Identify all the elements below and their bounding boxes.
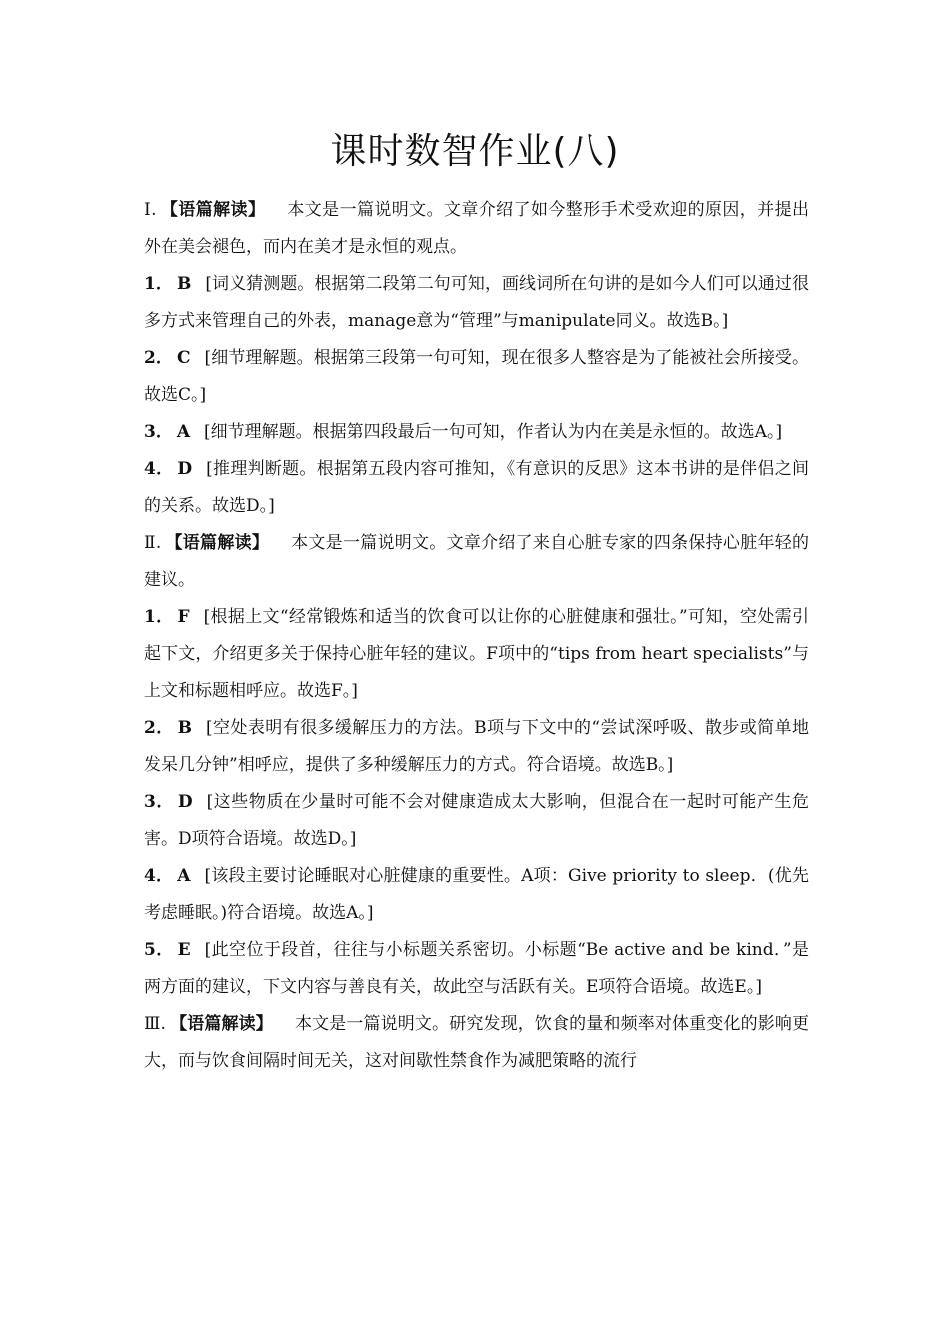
item-explanation: [词义猜测题。根据第二段第二句可知，画线词所在句讲的是如今人们可以通过很多方式来管理自己的外表，manage意为“管理”与manipulate同义。故选B。]	[144, 274, 809, 331]
section-roman-numeral: Ⅱ.	[144, 533, 162, 553]
item-number: 2．	[144, 718, 174, 738]
section-summary-text: 本文是一篇说明文。文章介绍了来自心脏专家的四条保持心脏年轻的建议。	[144, 533, 810, 590]
section-tag: 【语篇解读】	[165, 533, 270, 553]
item-number: 4．	[144, 459, 174, 479]
answer-item	[144, 858, 809, 932]
item-explanation: [细节理解题。根据第三段第一句可知，现在很多人整容是为了能被社会所接受。故选C。]	[144, 348, 809, 405]
section-summary-text: 本文是一篇说明文。研究发现，饮食的量和频率对体重变化的影响更大，而与饮食间隔时间无关，这对间歇性禁食作为减肥策略的流行	[144, 1014, 810, 1071]
item-explanation: [此空位于段首，往往与小标题关系密切。小标题“Be active and be kind．”是两方面的建议，下文内容与善良有关，故此空与活跃有关。E项符合语境。故选E。]	[144, 940, 809, 997]
item-explanation: [细节理解题。根据第四段最后一句可知，作者认为内在美是永恒的。故选A。]	[204, 422, 783, 442]
answer-item	[144, 784, 809, 858]
item-explanation: [空处表明有很多缓解压力的方法。B项与下文中的“尝试深呼吸、散步或简单地发呆几分钟”相呼应，提供了多种缓解压力的方式。符合语境。故选B。]	[144, 718, 809, 775]
page-title: 课时数智作业(八)	[330, 131, 620, 172]
item-explanation: [根据上文“经常锻炼和适当的饮食可以让你的心脏健康和强壮。”可知，空处需引起下文，介绍更多关于保持心脏年轻的建议。F项中的“tips from heart specialists”与上文和标题相呼应。故选F。]	[144, 607, 809, 701]
answer-item	[144, 710, 809, 784]
item-answer: E	[177, 940, 191, 960]
answer-item	[144, 451, 809, 525]
item-number: 3．	[144, 422, 173, 442]
item-explanation: [推理判断题。根据第五段内容可推知，《有意识的反思》这本书讲的是伴侣之间的关系。故选D。]	[144, 459, 809, 516]
item-answer: C	[177, 348, 191, 368]
answer-item	[144, 414, 809, 451]
section-tag: 【语篇解读】	[169, 1014, 273, 1034]
answer-item	[144, 932, 809, 1006]
item-number: 5．	[144, 940, 174, 960]
item-explanation: [该段主要讨论睡眠对心脏健康的重要性。A项：Give priority to sleep．(优先考虑睡眠。)符合语境。故选A。]	[144, 866, 809, 923]
item-answer: B	[176, 274, 192, 294]
item-explanation: [这些物质在少量时可能不会对健康造成太大影响，但混合在一起时可能产生危害。D项符合语境。故选D。]	[144, 792, 809, 849]
section-summary	[144, 1006, 809, 1080]
item-answer: D	[177, 792, 193, 812]
section-tag: 【语篇解读】	[160, 200, 266, 220]
item-number: 1．	[144, 607, 174, 627]
item-answer: D	[177, 459, 193, 479]
item-answer: B	[177, 718, 193, 738]
section-summary	[144, 192, 809, 266]
answer-item	[144, 599, 809, 710]
section-summary	[144, 525, 809, 599]
item-number: 2．	[144, 348, 173, 368]
item-number: 4．	[144, 866, 174, 886]
item-number: 3．	[144, 792, 174, 812]
item-answer: A	[176, 422, 191, 442]
answer-item	[144, 266, 809, 340]
answer-item	[144, 340, 809, 414]
section-roman-numeral: Ⅰ.	[144, 200, 157, 220]
section-roman-numeral: Ⅲ.	[144, 1014, 166, 1034]
item-answer: F	[177, 607, 190, 627]
answer-content	[144, 192, 809, 1080]
item-number: 1．	[144, 274, 173, 294]
section-summary-text: 本文是一篇说明文。文章介绍了如今整形手术受欢迎的原因，并提出外在美会褪色，而内在美才是永恒的观点。	[144, 200, 810, 257]
item-answer: A	[177, 866, 191, 886]
